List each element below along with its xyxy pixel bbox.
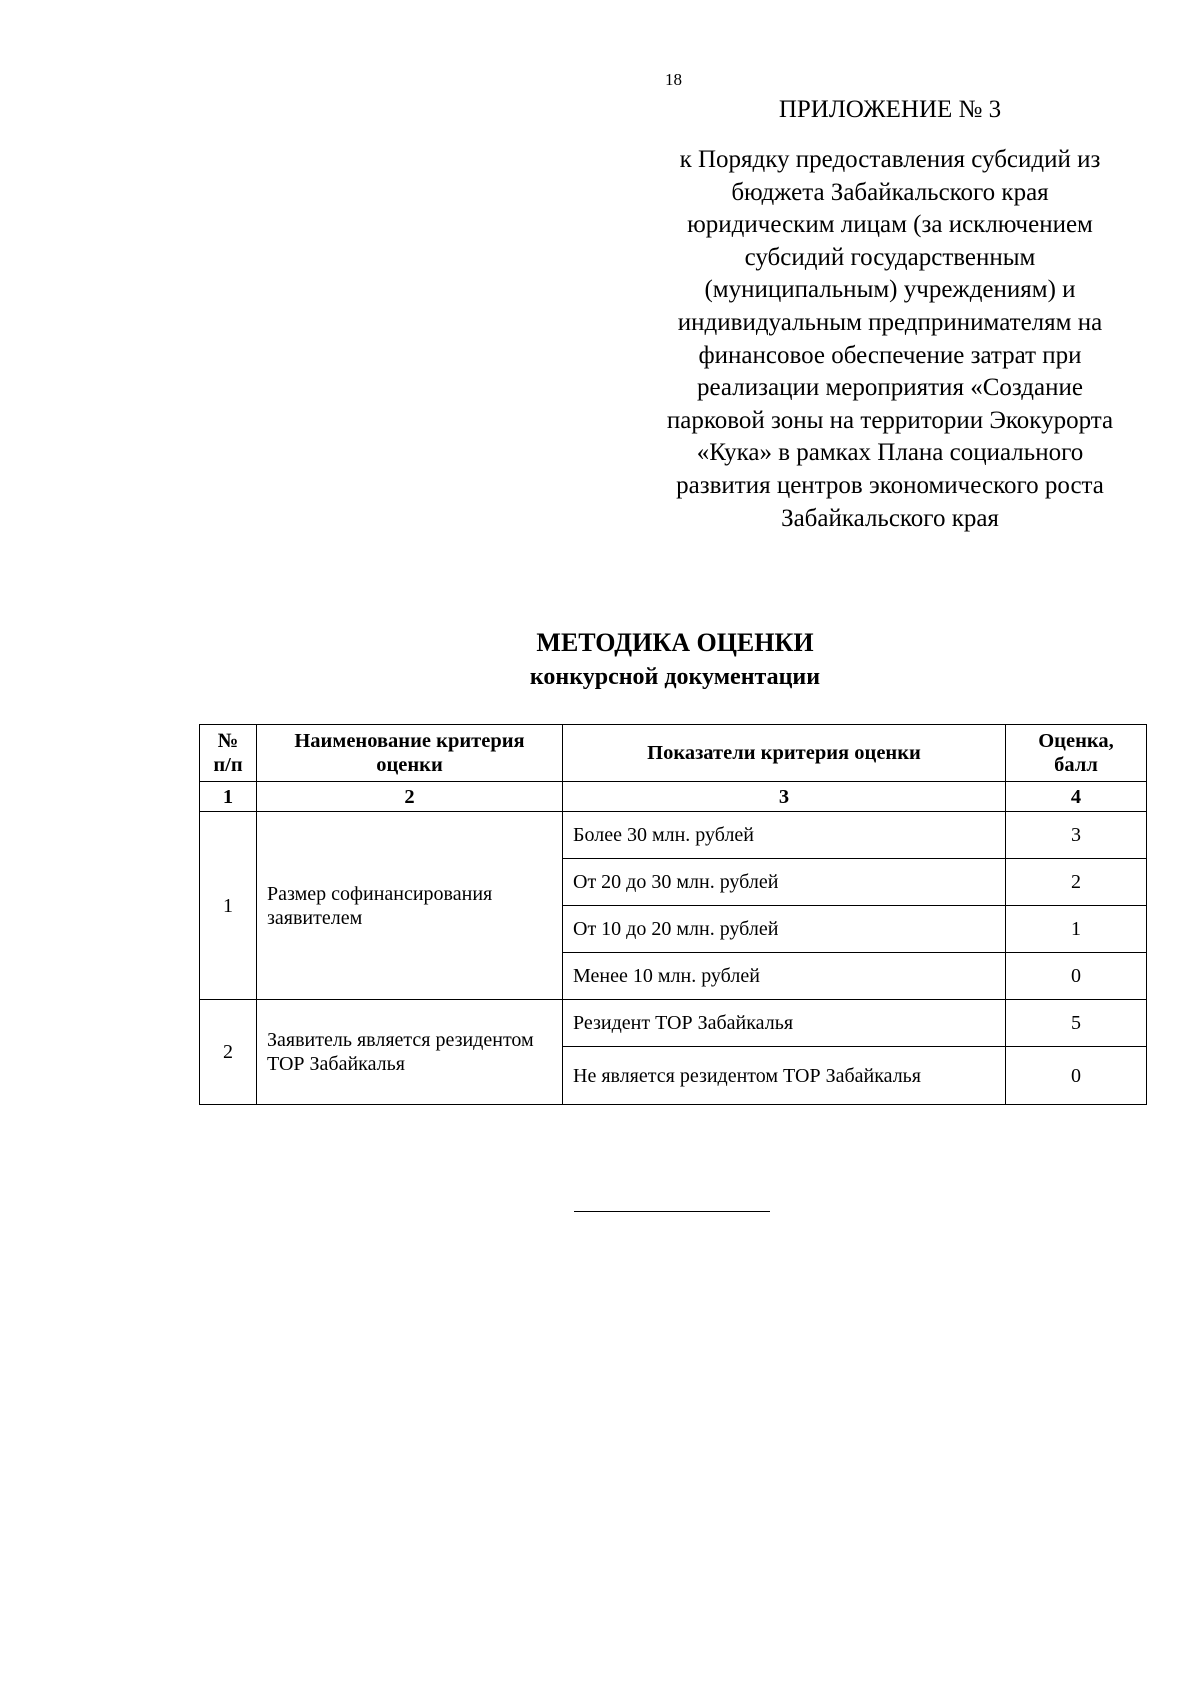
appendix-line: развития центров экономического роста: [676, 471, 1104, 499]
table-row: [200, 1000, 1147, 1047]
indicator-text: От 10 до 20 млн. рублей: [563, 906, 1006, 953]
appendix-body: [620, 144, 1160, 535]
criterion-name: Размер софинансирования заявителем: [257, 812, 563, 1000]
appendix-line: Забайкальского края: [781, 504, 999, 532]
indicator-text: Резидент ТОР Забайкалья: [563, 1000, 1006, 1047]
table-row: [200, 812, 1147, 859]
table-column-numbers-row: [200, 782, 1147, 812]
indicator-score: 3: [1006, 812, 1147, 859]
table-header-row: [200, 725, 1147, 782]
appendix-title: ПРИЛОЖЕНИЕ № 3: [778, 96, 1002, 123]
method-title: МЕТОДИКА ОЦЕНКИ: [536, 628, 814, 657]
column-number: 1: [200, 782, 257, 812]
header-indicators: Показатели критерия оценки: [563, 725, 1006, 782]
appendix-line: (муниципальным) учреждениям) и: [704, 276, 1076, 304]
criterion-number: 1: [200, 812, 257, 1000]
header-criterion-name: Наименование критерия оценки: [257, 725, 563, 782]
indicator-text: Менее 10 млн. рублей: [563, 953, 1006, 1000]
appendix-line: субсидий государственным: [744, 243, 1036, 271]
indicator-text: Не является резидентом ТОР Забайкалья: [563, 1047, 1006, 1105]
column-number: 2: [257, 782, 563, 812]
appendix-line: реализации мероприятия «Создание: [697, 374, 1083, 402]
indicator-score: 0: [1006, 1047, 1147, 1105]
indicator-score: 2: [1006, 859, 1147, 906]
header-number: № п/п: [200, 725, 257, 782]
closing-rule: [574, 1211, 770, 1212]
column-number: 4: [1006, 782, 1147, 812]
appendix-line: индивидуальным предпринимателям на: [677, 308, 1103, 336]
indicator-text: От 20 до 30 млн. рублей: [563, 859, 1006, 906]
method-subtitle: конкурсной документации: [529, 664, 821, 690]
indicator-score: 1: [1006, 906, 1147, 953]
appendix-line: финансовое обеспечение затрат при: [698, 341, 1082, 369]
appendix-line: бюджета Забайкальского края: [731, 178, 1049, 206]
appendix-line: к Порядку предоставления субсидий из: [679, 146, 1101, 173]
indicator-text: Более 30 млн. рублей: [563, 812, 1006, 859]
page-number: 18: [665, 70, 682, 89]
appendix-line: юридическим лицам (за исключением: [687, 211, 1093, 239]
criterion-name: Заявитель является резидентом ТОР Забайкалья: [257, 1000, 563, 1105]
column-number: 3: [563, 782, 1006, 812]
appendix-line: парковой зоны на территории Экокурорта: [666, 406, 1114, 434]
appendix-line: «Кука» в рамках Плана социального: [696, 439, 1084, 467]
header-score: Оценка, балл: [1006, 725, 1147, 782]
criterion-number: 2: [200, 1000, 257, 1105]
indicator-score: 5: [1006, 1000, 1147, 1047]
indicator-score: 0: [1006, 953, 1147, 1000]
criteria-table: [199, 724, 1147, 1105]
